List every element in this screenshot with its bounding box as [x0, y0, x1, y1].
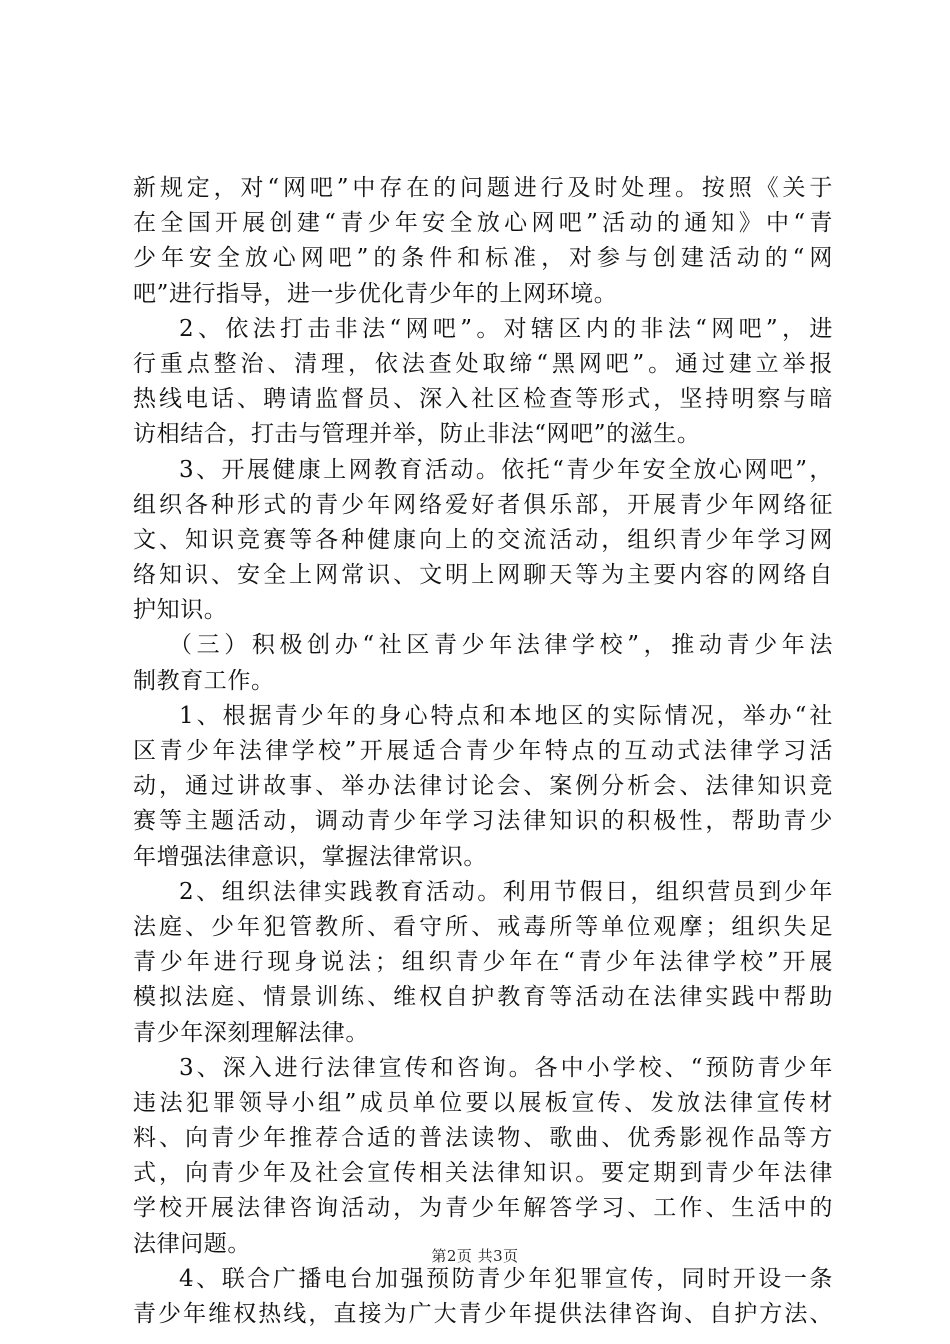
text-line: 新规定，对“网吧”中存在的问题进行及时处理。按照《关于	[133, 175, 833, 201]
page-number-footer: 第2页 共3页	[431, 1247, 519, 1265]
paragraph-item-2	[133, 312, 833, 453]
text-line: 动，通过讲故事、举办法律讨论会、案例分析会、法律知识竞	[133, 773, 833, 800]
text-line: 模拟法庭、情景训练、维权自护教育等活动在法律实践中帮助	[133, 984, 833, 1011]
text-line: 2、组织法律实践教育活动。利用节假日，组织营员到少年	[179, 878, 833, 905]
document-body	[133, 171, 833, 1332]
text-line: 青少年深刻理解法律。	[133, 1019, 369, 1046]
text-line: 法庭、少年犯管教所、看守所、戒毒所等单位观摩；组织失足	[133, 913, 833, 940]
text-line: 年增强法律意识，掌握法律常识。	[133, 843, 487, 870]
paragraph-item-3-3	[133, 1051, 833, 1262]
text-line: 法律问题。	[133, 1230, 251, 1257]
text-line: 违法犯罪领导小组”成员单位要以展板宣传、发放法律宣传材	[133, 1089, 833, 1116]
text-line: 3、深入进行法律宣传和咨询。各中小学校、“预防青少年	[179, 1054, 833, 1081]
text-line: 文、知识竞赛等各种健康向上的交流活动，组织青少年学习网	[133, 526, 833, 553]
text-line: 少年安全放心网吧”的条件和标准，对参与创建活动的“网	[133, 245, 833, 272]
text-line: 吧”进行指导，进一步优化青少年的上网环境。	[133, 280, 618, 307]
section-heading-3	[133, 628, 833, 698]
text-line: 访相结合，打击与管理并举，防止非法“网吧”的滋生。	[133, 421, 701, 448]
text-line: 式，向青少年及社会宣传相关法律知识。要定期到青少年法律	[133, 1160, 833, 1187]
heading-line: 制教育工作。	[133, 667, 275, 694]
text-line: 3、开展健康上网教育活动。依托“青少年安全放心网吧”，	[179, 456, 833, 483]
text-line: 组织各种形式的青少年网络爱好者俱乐部，开展青少年网络征	[133, 491, 833, 518]
heading-line: （三）积极创办“社区青少年法律学校”，推动青少年法	[169, 632, 833, 659]
paragraph-item-3-2	[133, 875, 833, 1051]
text-line: 料、向青少年推荐合适的普法读物、歌曲、优秀影视作品等方	[133, 1125, 833, 1152]
text-line: 学校开展法律咨询活动，为青少年解答学习、工作、生活中的	[133, 1195, 833, 1222]
text-line: 护知识。	[133, 597, 228, 624]
text-line: 青少年维权热线，直接为广大青少年提供法律咨询、自护方法、	[133, 1301, 833, 1327]
text-line: 青少年进行现身说法；组织青少年在“青少年法律学校”开展	[133, 949, 833, 976]
paragraph-item-3-4	[133, 1262, 833, 1332]
text-line: 热线电话、聘请监督员、深入社区检查等形式，坚持明察与暗	[133, 386, 833, 413]
text-line: 在全国开展创建“青少年安全放心网吧”活动的通知》中“青	[133, 210, 833, 237]
text-line: 行重点整治、清理，依法查处取缔“黑网吧”。通过建立举报	[133, 350, 833, 377]
text-line: 赛等主题活动，调动青少年学习法律知识的积极性，帮助青少	[133, 808, 833, 835]
paragraph-item-3-1	[133, 699, 833, 875]
paragraph-item-3	[133, 453, 833, 629]
paragraph-continuation	[133, 171, 833, 312]
text-line: 2、依法打击非法“网吧”。对辖区内的非法“网吧”，进	[179, 315, 833, 342]
text-line: 1、根据青少年的身心特点和本地区的实际情况，举办“社	[179, 702, 833, 729]
text-line: 络知识、安全上网常识、文明上网聊天等为主要内容的网络自	[133, 562, 833, 589]
text-line: 区青少年法律学校”开展适合青少年特点的互动式法律学习活	[133, 738, 833, 764]
text-line: 4、联合广播电台加强预防青少年犯罪宣传，同时开设一条	[179, 1265, 833, 1292]
